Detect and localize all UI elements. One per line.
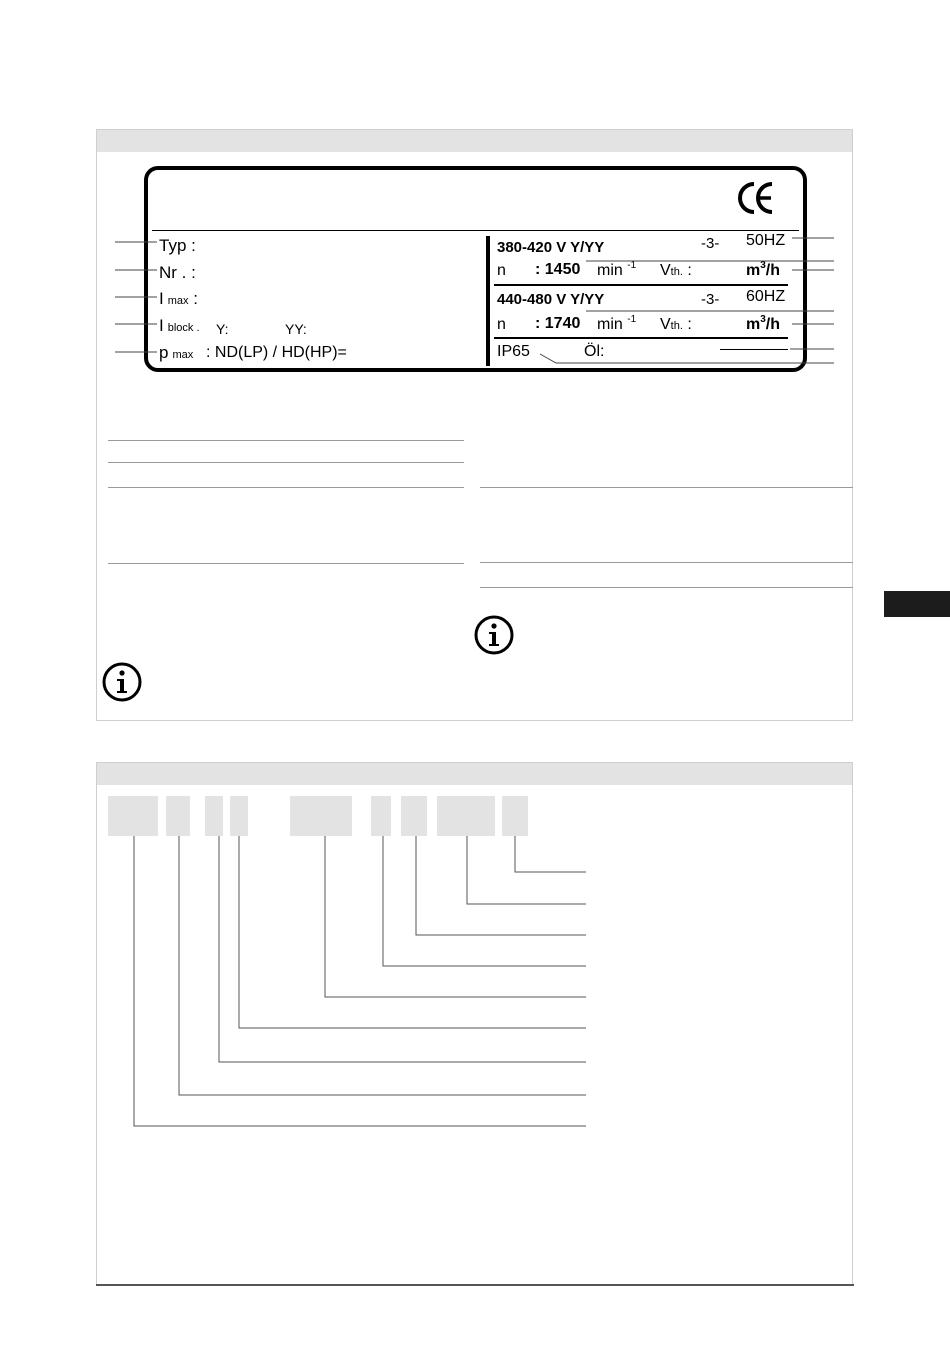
type-code-segment bbox=[502, 796, 528, 836]
imax-label: Imax : bbox=[159, 289, 198, 308]
phase-50hz: -3- bbox=[701, 235, 720, 252]
type-code-segment bbox=[108, 796, 158, 836]
pmax-label: pmax bbox=[159, 343, 194, 362]
frequency-60hz: 60HZ bbox=[746, 288, 786, 305]
voltage-50hz: 380-420 V Y/YY bbox=[497, 239, 605, 256]
table-rule bbox=[108, 462, 464, 463]
info-icon bbox=[102, 662, 142, 702]
type-code-leader-lines bbox=[0, 836, 950, 1136]
speed-unit-60hz: min $^{-1}$ bbox=[597, 314, 637, 333]
iblock-label: Iblock . bbox=[159, 316, 200, 335]
flow-unit-60hz: $m^3/h$ bbox=[746, 314, 781, 333]
type-code-segment bbox=[290, 796, 352, 836]
speed-50hz: : 1450 bbox=[535, 261, 581, 278]
n-label-60hz: n bbox=[497, 316, 506, 333]
n-label-50hz: n bbox=[497, 262, 506, 279]
page-footer-rule bbox=[96, 1284, 854, 1286]
frequency-50hz: 50HZ bbox=[746, 232, 786, 249]
oil-label: Öl: bbox=[584, 343, 605, 360]
table-rule bbox=[108, 563, 464, 564]
type-code-segment bbox=[166, 796, 190, 836]
voltage-60hz: 440-480 V Y/YY bbox=[497, 291, 605, 308]
nameplate-callout-lines bbox=[0, 0, 950, 420]
type-code-panel-header bbox=[97, 763, 852, 785]
typ-label: Typ : bbox=[159, 236, 196, 255]
vth-label-60hz: Vth. : bbox=[660, 316, 692, 333]
table-rule bbox=[480, 487, 853, 488]
speed-60hz: : 1740 bbox=[535, 315, 581, 332]
table-rule bbox=[108, 487, 464, 488]
table-rule bbox=[480, 562, 853, 563]
protection-class: IP65 bbox=[497, 343, 530, 360]
pmax-value: : ND(LP) / HD(HP)= bbox=[206, 344, 347, 361]
type-code-segment bbox=[230, 796, 248, 836]
speed-unit-50hz: min $^{-1}$ bbox=[597, 260, 637, 279]
nr-label: Nr . : bbox=[159, 263, 196, 282]
type-code-segment bbox=[401, 796, 427, 836]
chapter-tab bbox=[884, 591, 950, 617]
iblock-y-label: Y: bbox=[216, 321, 229, 337]
type-code-segment bbox=[437, 796, 495, 836]
info-icon bbox=[474, 615, 514, 655]
table-rule bbox=[108, 440, 464, 441]
type-code-segment bbox=[205, 796, 223, 836]
table-rule bbox=[480, 587, 853, 588]
vth-label-50hz: Vth. : bbox=[660, 262, 692, 279]
iblock-yy-label: YY: bbox=[285, 321, 307, 337]
type-code-segment bbox=[371, 796, 391, 836]
phase-60hz: -3- bbox=[701, 291, 720, 308]
flow-unit-50hz: $m^3/h$ bbox=[746, 260, 781, 279]
